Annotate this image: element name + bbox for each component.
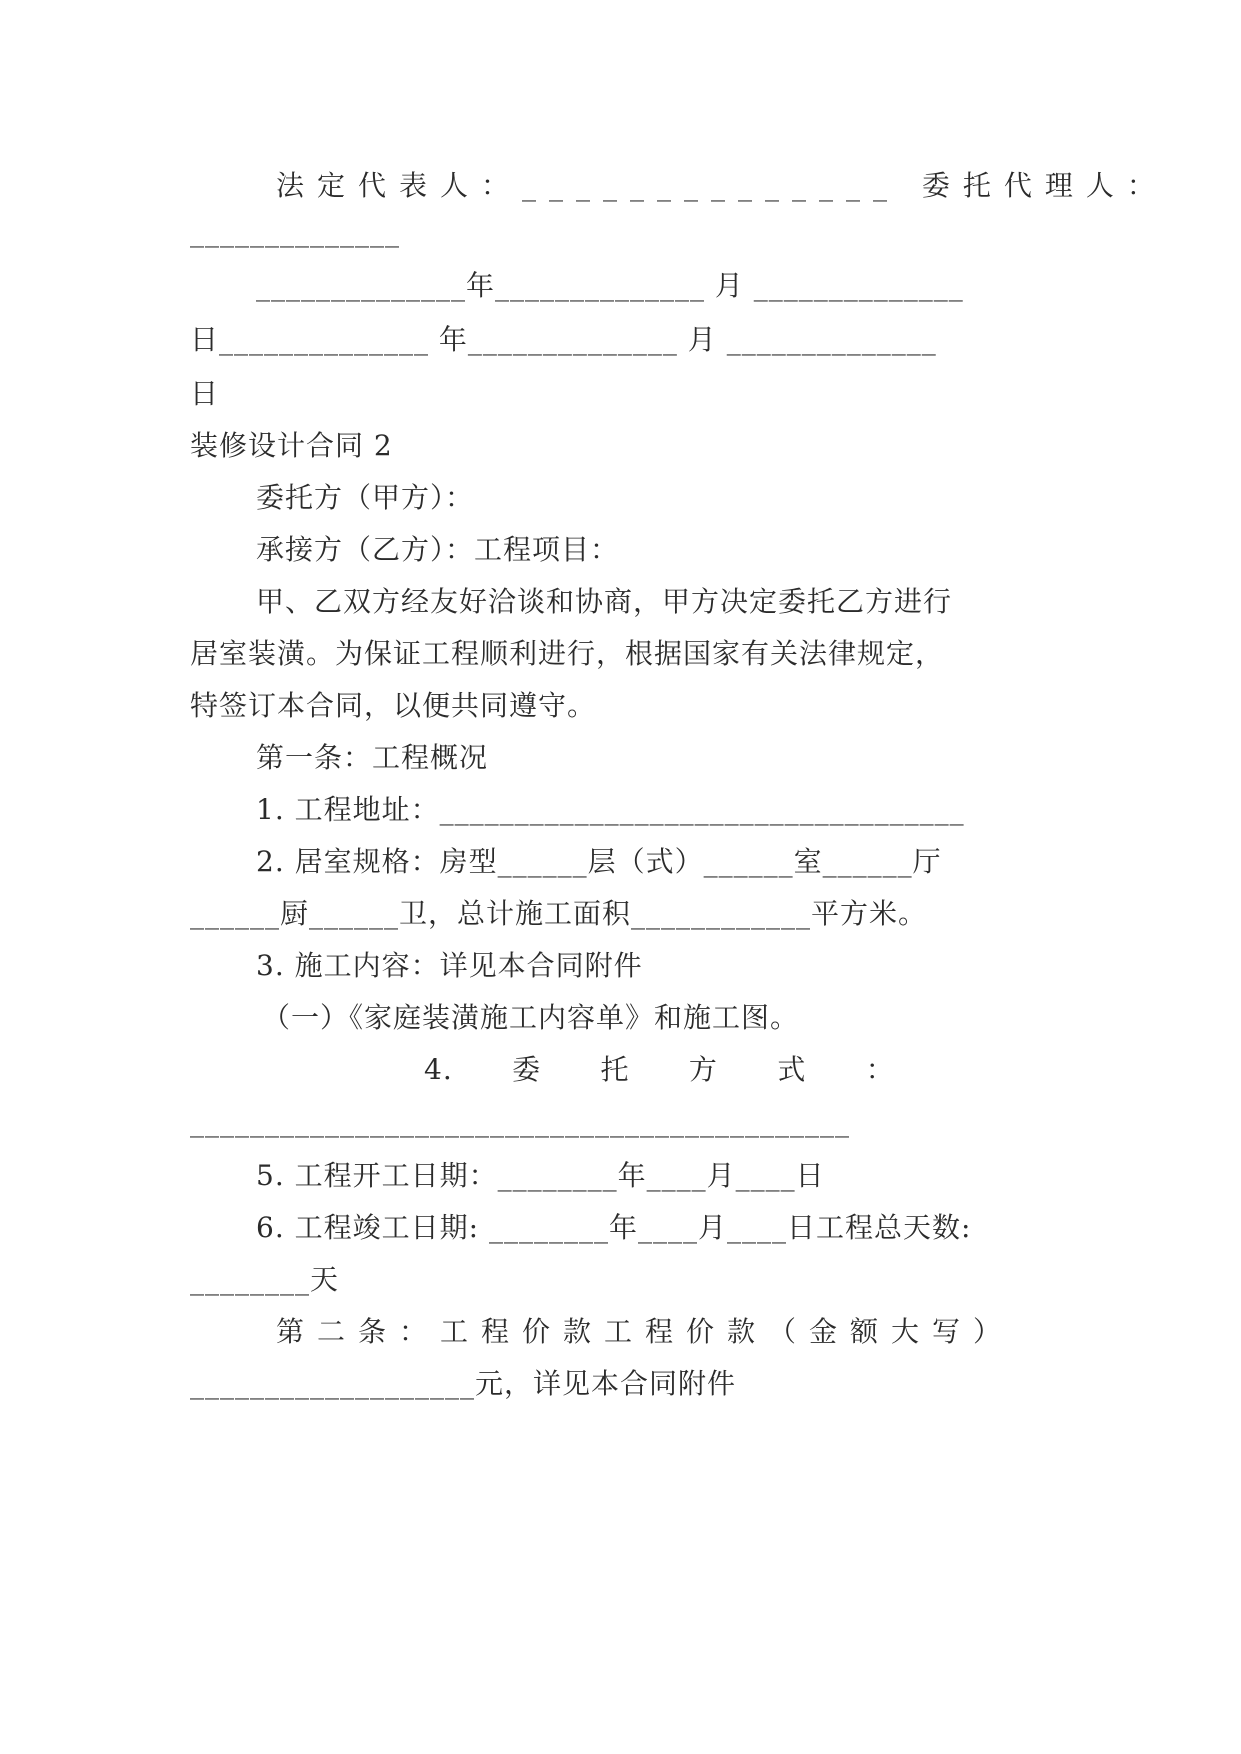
price-amount-line: ___________________元，详见本合同附件 xyxy=(190,1367,737,1400)
total-days-line: ________天 xyxy=(190,1263,340,1296)
commission-method-blank: ____________________________________________ xyxy=(190,1105,850,1138)
date-line-1: ______________年______________ 月 ______________ xyxy=(256,269,964,302)
room-spec-line-1: 2. 居室规格：房型______层（式）______室______厅 xyxy=(256,845,942,878)
legal-rep-line: 法定代表人：______________ 委托代理人： xyxy=(276,169,1168,202)
date-line-2: 日______________ 年______________ 月 ______________ xyxy=(190,323,937,356)
party-a-line: 委托方（甲方）： xyxy=(256,481,475,514)
contract-title: 装修设计合同 2 xyxy=(190,429,393,462)
preamble-line-1: 甲、乙双方经友好洽谈和协商，甲方决定委托乙方进行 xyxy=(256,585,953,618)
completion-date-line: 6. 工程竣工日期: ________年____月____日工程总天数: xyxy=(256,1211,972,1244)
room-spec-line-2: ______厨______卫，总计施工面积____________平方米。 xyxy=(190,897,928,930)
party-b-line: 承接方（乙方）：工程项目： xyxy=(256,533,620,566)
date-line-3: 日 xyxy=(190,377,220,410)
article-1-heading: 第一条：工程概况 xyxy=(256,741,489,774)
work-content-detail-line: （一）《家庭装潢施工内容单》和施工图。 xyxy=(262,1001,800,1034)
commission-method-line: 4. 委 托 方 式 ： xyxy=(424,1053,895,1086)
start-date-line: 5. 工程开工日期：________年____月____日 xyxy=(256,1159,825,1192)
preamble-line-3: 特签订本合同，以便共同遵守。 xyxy=(190,689,597,722)
preamble-line-2: 居室装潢。为保证工程顺利进行，根据国家有关法律规定， xyxy=(190,637,945,670)
project-address-line: 1. 工程地址：___________________________________ xyxy=(256,793,965,826)
work-content-line: 3. 施工内容：详见本合同附件 xyxy=(256,949,643,982)
agent-blank-line: ______________ xyxy=(190,215,400,248)
article-2-heading: 第二条：工程价款工程价款（金额大写） xyxy=(276,1315,1015,1348)
